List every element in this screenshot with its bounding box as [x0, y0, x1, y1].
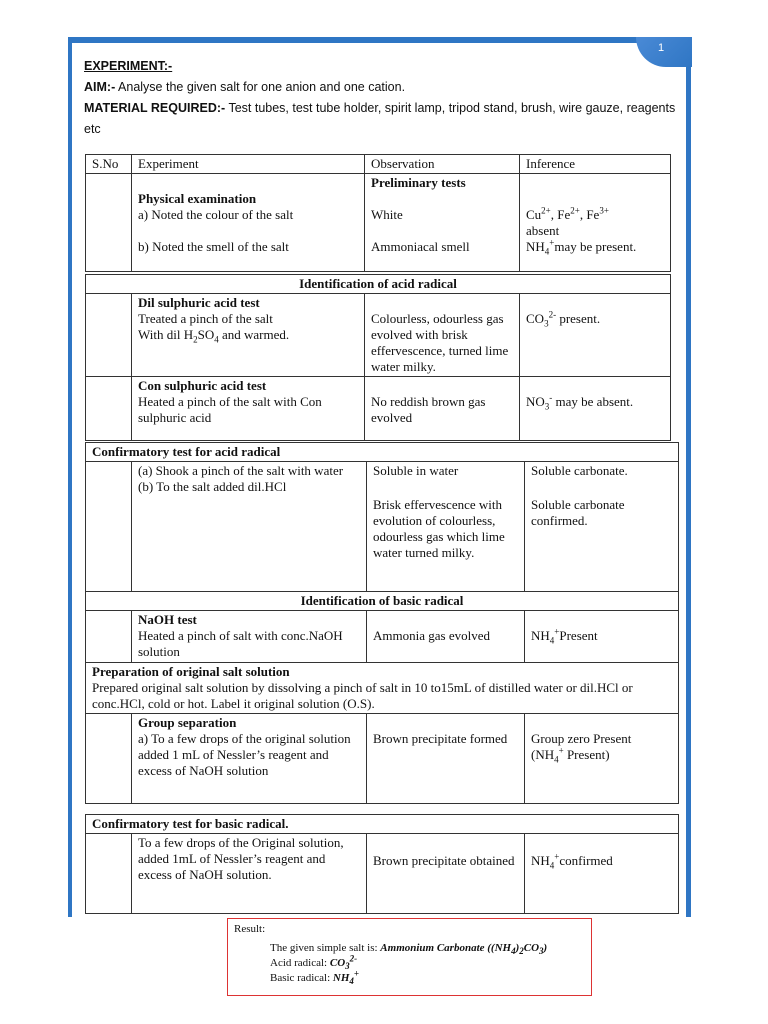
table-row	[86, 834, 679, 914]
inf-smell	[526, 239, 664, 255]
result-salt-value: Ammonium Carbonate ((NH	[380, 942, 512, 954]
result-text: CO	[523, 942, 540, 954]
dil-sulphuric-title: Dil sulphuric acid test	[138, 295, 260, 310]
inf-absent: absent	[526, 223, 560, 238]
experiment-title: EXPERIMENT:-	[84, 59, 173, 73]
experiment-cell	[132, 834, 367, 914]
basic-radical-section-title: Identification of basic radical	[86, 592, 679, 611]
exp-smell: b) Noted the smell of the salt	[138, 239, 289, 254]
inf-text: Present)	[563, 747, 610, 762]
result-label: Result:	[234, 923, 266, 935]
inf-text: confirmed	[559, 853, 613, 868]
observation-cell	[365, 174, 520, 272]
observation-cell	[365, 377, 520, 441]
inf-text: , Fe	[550, 207, 571, 222]
dil-exp-line2	[138, 327, 358, 343]
preliminary-tests-heading: Preliminary tests	[371, 175, 466, 190]
inference-cell	[525, 714, 679, 804]
confirm-a-obs: Soluble in water	[373, 463, 459, 478]
inf-sup: -	[549, 392, 553, 403]
group-title: Group separation	[138, 715, 237, 730]
result-text: )	[543, 942, 548, 954]
observation-cell	[367, 611, 525, 663]
prep-cell	[86, 663, 679, 714]
col-header-sno: S.No	[86, 155, 132, 174]
page-number: 1	[658, 42, 665, 54]
naoh-exp: Heated a pinch of salt with conc.NaOH solution	[138, 628, 343, 659]
exp-text: SO	[197, 327, 215, 342]
exp-sub: 2	[193, 334, 198, 345]
confirm-a-exp: (a) Shook a pinch of the salt with water	[138, 463, 344, 478]
inf-text: , Fe	[579, 207, 600, 222]
inf-sub: 4	[544, 246, 550, 257]
inference-cell	[525, 462, 679, 592]
inf-sub: 3	[544, 401, 550, 412]
inf-text: NH	[526, 239, 545, 254]
inf-sup: 2+	[570, 205, 580, 216]
experiment-cell	[132, 462, 367, 592]
result-acid-label: Acid radical:	[270, 957, 330, 969]
confirm-basic-table	[85, 814, 679, 914]
result-sub: 2	[519, 946, 524, 957]
result-basic-value: NH	[332, 972, 350, 984]
physical-exam-title: Physical examination	[138, 191, 257, 206]
inf-text: (NH	[531, 747, 555, 762]
naoh-inf	[531, 628, 672, 644]
obs-colour: White	[371, 207, 403, 222]
con-exp: Heated a pinch of the salt with Con sulphuric acid	[138, 394, 322, 425]
inf-sub: 3	[544, 318, 549, 329]
exp-text: With dil H	[138, 327, 194, 342]
experiment-cell	[132, 377, 365, 441]
result-sub: 3	[539, 946, 544, 957]
table-row	[86, 714, 679, 804]
inf-text: may be absent.	[552, 394, 634, 409]
confirm-basic-obs: Brown precipitate obtained	[373, 853, 515, 868]
inference-cell	[525, 611, 679, 663]
table-row	[86, 294, 671, 377]
material-line	[84, 98, 684, 140]
col-header-observation: Observation	[365, 155, 520, 174]
section-row	[86, 592, 679, 611]
exp-text: and warmed.	[218, 327, 290, 342]
table-row	[86, 377, 671, 441]
confirmatory-basic-table	[85, 442, 679, 804]
inf-colour	[526, 207, 664, 223]
inf-sup: 2-	[548, 309, 557, 320]
inf-sup: 3+	[599, 205, 609, 216]
result-sub: 4	[511, 946, 516, 957]
inference-cell	[520, 294, 671, 377]
sno-cell	[86, 462, 132, 592]
sno-cell	[86, 834, 132, 914]
naoh-title: NaOH test	[138, 612, 197, 627]
experiment-cell	[132, 174, 365, 272]
inference-cell	[520, 174, 671, 272]
table-row	[86, 174, 671, 272]
preliminary-table	[85, 154, 671, 272]
table-row	[86, 462, 679, 592]
inf-text: may be present.	[554, 239, 637, 254]
observation-cell	[367, 714, 525, 804]
result-salt-line	[270, 941, 585, 956]
inf-text: Cu	[526, 207, 542, 222]
result-basic-line	[270, 968, 585, 987]
confirm-a-inf: Soluble carbonate.	[531, 463, 628, 478]
dil-inf	[526, 311, 664, 327]
inf-text: Present	[559, 628, 598, 643]
col-header-inference: Inference	[520, 155, 671, 174]
confirm-b-exp: (b) To the salt added dil.HCl	[138, 479, 287, 494]
exp-sub: 4	[214, 334, 219, 345]
sno-cell	[86, 294, 132, 377]
confirm-b-obs: Brisk effervescence with evolution of colourless, odourless gas which lime water turned milky.	[373, 497, 505, 560]
sno-cell	[86, 611, 132, 663]
inference-cell	[520, 377, 671, 441]
naoh-obs: Ammonia gas evolved	[373, 628, 490, 643]
confirm-b-inf: Soluble carbonate confirmed.	[531, 497, 625, 528]
result-acid-line	[270, 953, 585, 972]
confirm-basic-exp: To a few drops of the Original solution, added 1mL of Nessler’s reagent and excess of NaOH solution.	[138, 835, 344, 882]
sno-cell	[86, 714, 132, 804]
inf-text: NH	[531, 628, 550, 643]
inf-text: NO	[526, 394, 545, 409]
aim-label: AIM:-	[84, 80, 116, 94]
inf-text: NH	[531, 853, 550, 868]
result-sup: 2-	[349, 953, 358, 964]
section-row	[86, 443, 679, 462]
confirm-basic-inf	[531, 853, 672, 869]
prep-title: Preparation of original salt solution	[92, 664, 290, 679]
table-header-row	[86, 155, 671, 174]
material-label: MATERIAL REQUIRED:-	[84, 101, 226, 115]
inference-cell	[525, 834, 679, 914]
sno-cell	[86, 377, 132, 441]
result-box	[227, 918, 592, 996]
page-frame-left	[68, 37, 72, 917]
section-row	[86, 275, 671, 294]
result-salt-label: The given simple salt is:	[270, 942, 381, 954]
result-text: )	[515, 942, 520, 954]
result-acid-value: CO	[329, 957, 346, 969]
group-obs: Brown precipitate formed	[373, 731, 508, 746]
inf-sub: 4	[549, 635, 555, 646]
experiment-header	[84, 56, 684, 140]
acid-radical-section-title: Identification of acid radical	[86, 275, 671, 294]
inf-sup: +	[549, 237, 555, 248]
sno-cell	[86, 174, 132, 272]
inf-sub: 4	[549, 860, 555, 871]
page-frame-top	[68, 37, 692, 43]
experiment-cell	[132, 611, 367, 663]
material-text: Test tubes, test tube holder, spirit lamp, tripod stand, brush, wire gauze, reagents etc	[84, 101, 676, 136]
inf-sub: 4	[554, 754, 559, 765]
group-inf-2	[531, 747, 672, 763]
inf-text: present.	[556, 311, 601, 326]
con-sulphuric-title: Con sulphuric acid test	[138, 378, 267, 393]
prep-row	[86, 663, 679, 714]
inf-sup: +	[554, 626, 560, 637]
observation-cell	[367, 834, 525, 914]
result-basic-label: Basic radical:	[270, 972, 333, 984]
prep-text: Prepared original salt solution by dissolving a pinch of salt in 10 to15mL of distilled water or dil.HCl or conc.HCl, cold or hot. Label it original solution (O.S).	[92, 680, 633, 711]
con-obs: No reddish brown gas evolved	[371, 394, 486, 425]
group-exp: a) To a few drops of the original solution added 1 mL of Nessler’s reagent and excess of NaOH solution	[138, 731, 351, 778]
inf-sup: +	[554, 851, 560, 862]
aim-text: Analyse the given salt for one anion and one cation.	[115, 80, 406, 94]
acid-radical-table	[85, 274, 671, 441]
dil-exp-line1: Treated a pinch of the salt	[138, 311, 273, 326]
exp-colour: a) Noted the colour of the salt	[138, 207, 294, 222]
experiment-cell	[132, 714, 367, 804]
inf-sup: +	[558, 745, 564, 756]
dil-obs: Colourless, odourless gas evolved with brisk effervescence, turned lime water milky.	[371, 311, 509, 374]
con-inf	[526, 394, 664, 410]
aim-line	[84, 77, 684, 98]
col-header-experiment: Experiment	[132, 155, 365, 174]
result-sup: +	[353, 968, 360, 979]
obs-smell: Ammoniacal smell	[371, 239, 470, 254]
inf-sup: 2+	[541, 205, 551, 216]
observation-cell	[367, 462, 525, 592]
table-row	[86, 611, 679, 663]
section-row	[86, 815, 679, 834]
page-frame-right	[686, 37, 691, 917]
result-sub: 3	[345, 961, 350, 972]
result-sub: 4	[349, 976, 354, 987]
group-inf-1: Group zero Present	[531, 731, 632, 746]
experiment-cell	[132, 294, 365, 377]
confirm-basic-title: Confirmatory test for basic radical.	[86, 815, 679, 834]
inf-text: CO	[526, 311, 545, 326]
observation-cell	[365, 294, 520, 377]
confirm-acid-title: Confirmatory test for acid radical	[86, 443, 679, 462]
